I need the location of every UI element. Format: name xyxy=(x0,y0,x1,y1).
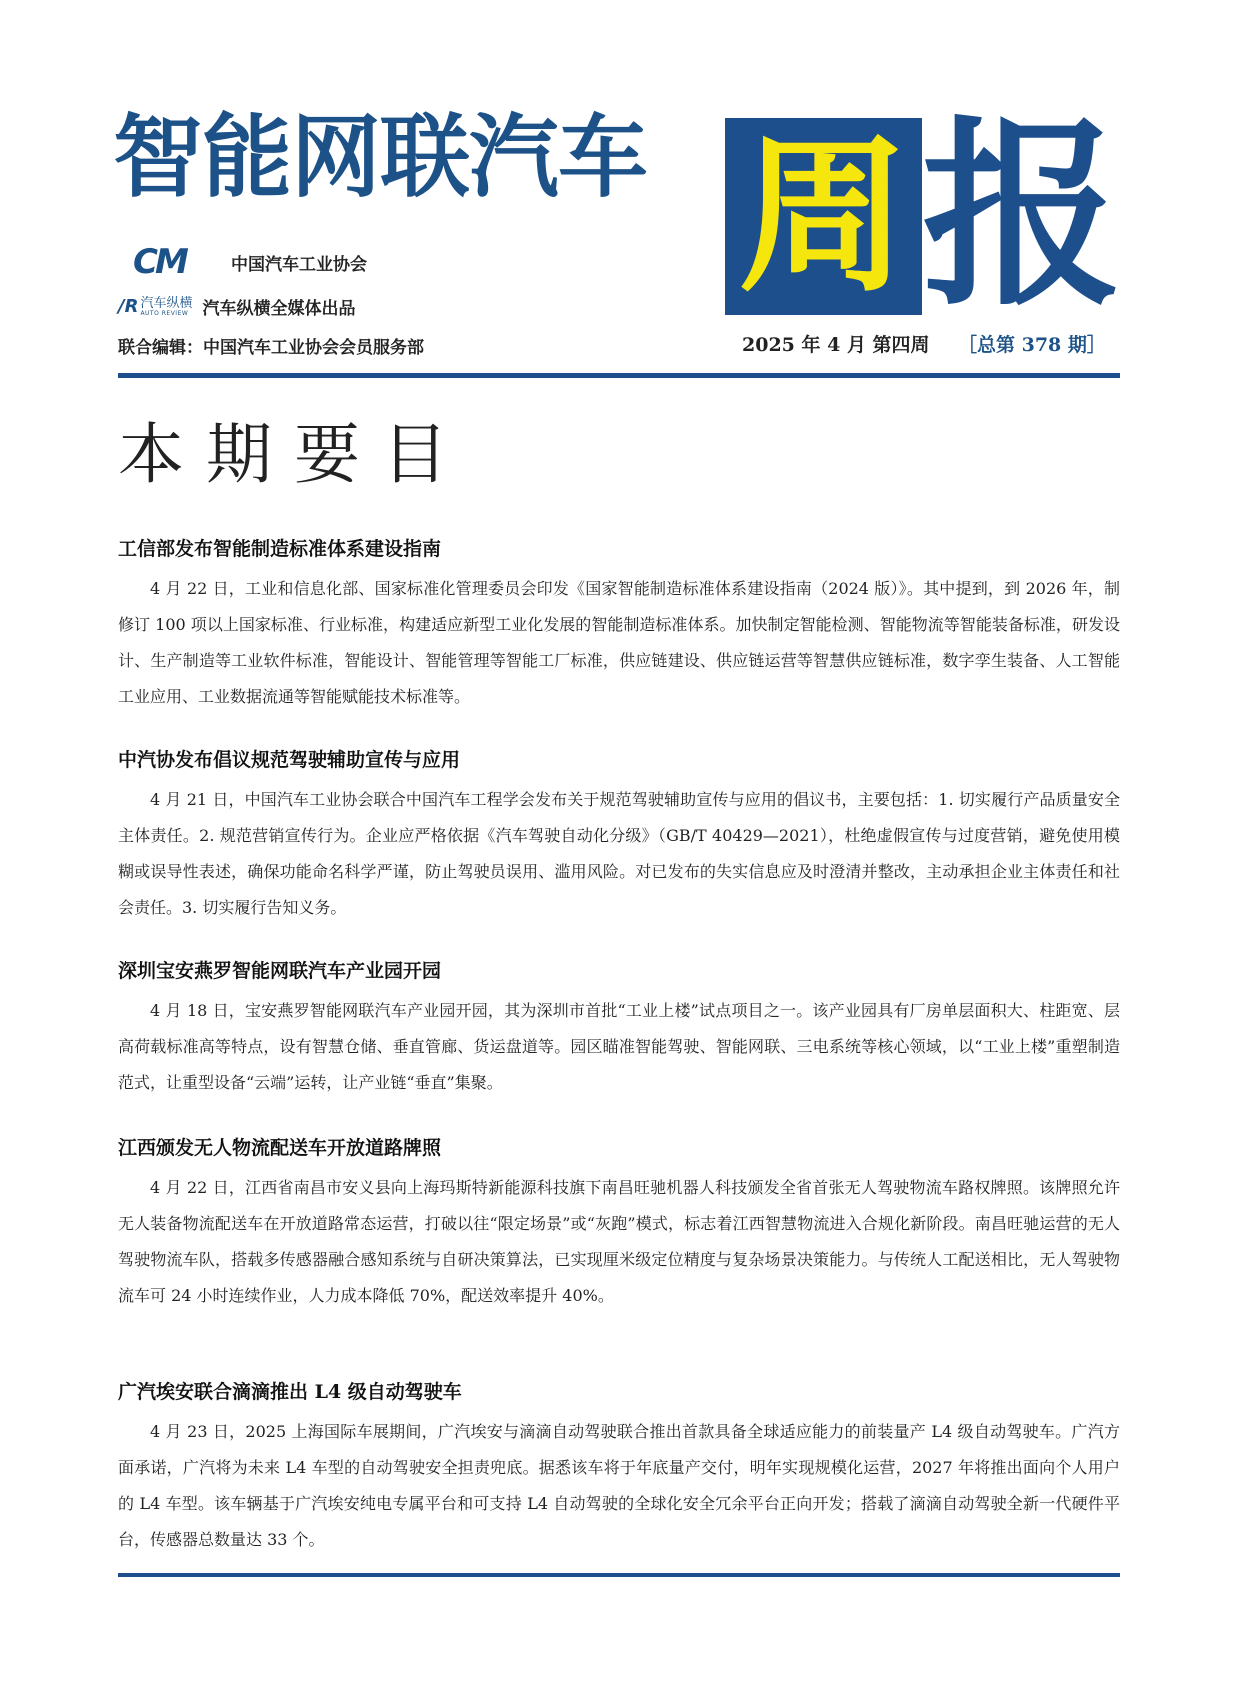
issue-number: ［总第 378 期］ xyxy=(958,334,1106,356)
article xyxy=(118,1378,1120,1558)
article-title: 中汽协发布倡议规范驾驶辅助宣传与应用 xyxy=(118,749,461,771)
article xyxy=(118,746,1120,926)
issue-date: 2025 年 4 月 第四周 xyxy=(742,334,930,356)
masthead-highlight-box xyxy=(725,118,922,315)
caam-publisher xyxy=(133,242,367,282)
article-title: 江西颁发无人物流配送车开放道路牌照 xyxy=(118,1137,442,1159)
caam-name: 中国汽车工业协会 xyxy=(231,254,367,275)
caam-logo: CM xyxy=(133,242,186,282)
article-body: 4 月 18 日，宝安燕罗智能网联汽车产业园开园，其为深圳市首批“工业上楼”试点项目之一。该产业园具有厂房单层面积大、柱距宽、层高荷载标准高等特点，设有智慧仓储、垂直管廊、货运盘道等。园区瞄准智能驾驶、智能网联、三电系统等核心领域，以“工业上楼”重塑制造范式，让重型设备“云端”运转，让产业链“垂直”集聚。 xyxy=(118,1001,1120,1092)
article-title: 深圳宝安燕罗智能网联汽车产业园开园 xyxy=(118,960,442,982)
masthead-highlight-char: 周 xyxy=(738,116,909,316)
auto-review-publisher xyxy=(118,294,355,319)
footer-divider xyxy=(118,1573,1120,1577)
editor-line: 联合编辑：中国汽车工业协会会员服务部 xyxy=(118,338,424,358)
auto-review-logo-cn: 汽车纵横 xyxy=(140,295,193,311)
article xyxy=(118,535,1120,715)
auto-review-logo xyxy=(118,296,192,317)
article xyxy=(118,1134,1120,1314)
article-body: 4 月 21 日，中国汽车工业协会联合中国汽车工程学会发布关于规范驾驶辅助宣传与应用的倡议书，主要包括：1. 切实履行产品质量安全主体责任。2. 规范营销宣传行为。企业应严格依据《汽车驾驶自动化分级》（GB/T 40429—2021），杜绝虚假宣传与过度营销，避免使用模糊或误导性表述，确保功能命名科学严谨，防止驾驶员误用、滥用风险。对已发布的失实信息应及时澄清并整改，主动承担企业主体责任和社会责任。3. 切实履行告知义务。 xyxy=(118,790,1120,917)
article-title: 工信部发布智能制造标准体系建设指南 xyxy=(118,538,442,560)
article-body: 4 月 22 日，江西省南昌市安义县向上海玛斯特新能源科技旗下南昌旺驰机器人科技颁发全省首张无人驾驶物流车路权牌照。该牌照允许无人装备物流配送车在开放道路常态运营，打破以往“限定场景”或“灰跑”模式，标志着江西智慧物流进入合规化新阶段。南昌旺驰运营的无人驾驶物流车队，搭载多传感器融合感知系统与自研决策算法，已实现厘米级定位精度与复杂场景决策能力。与传统人工配送相比，无人驾驶物流车可 24 小时连续作业，人力成本降低 70%，配送效率提升 40%。 xyxy=(118,1178,1120,1305)
auto-review-text: 汽车纵横全媒体出品 xyxy=(202,299,356,319)
section-title: 本期要目 xyxy=(118,416,470,493)
article xyxy=(118,957,1120,1101)
auto-review-mark-icon: /R xyxy=(118,296,139,317)
article-body: 4 月 23 日，2025 上海国际车展期间，广汽埃安与滴滴自动驾驶联合推出首款具备全球适应能力的前装量产 L4 级自动驾驶车。广汽方面承诺，广汽将为未来 L4 车型的自动驾驶安全担责兜底。据悉该车将于年底量产交付，明年实现规模化运营，2027 年将推出面向个人用户的 L4 车型。该车辆基于广汽埃安纯电专属平台和可支持 L4 自动驾驶的全球化安全冗余平台正向开发；搭载了滴滴自动驾驶全新一代硬件平台，传感器总数量达 33 个。 xyxy=(118,1422,1120,1549)
auto-review-logo-en: AUTO REVIEW xyxy=(140,309,189,317)
article-title: 广汽埃安联合滴滴推出 L4 级自动驾驶车 xyxy=(118,1381,462,1403)
header-divider xyxy=(118,373,1120,378)
masthead-suffix-char: 报 xyxy=(922,98,1123,333)
masthead-title: 智能网联汽车 xyxy=(113,105,647,210)
article-body: 4 月 22 日，工业和信息化部、国家标准化管理委员会印发《国家智能制造标准体系建设指南（2024 版）》。其中提到，到 2026 年，制修订 100 项以上国家标准、行业标准，构建适应新型工业化发展的智能制造标准体系。加快制定智能检测、智能物流等智能装备标准，研发设计、生产制造等工业软件标准，智能设计、智能管理等智能工厂标准，供应链建设、供应链运营等智慧供应链标准，数字孪生装备、人工智能工业应用、工业数据流通等智能赋能技术标准等。 xyxy=(118,579,1120,706)
